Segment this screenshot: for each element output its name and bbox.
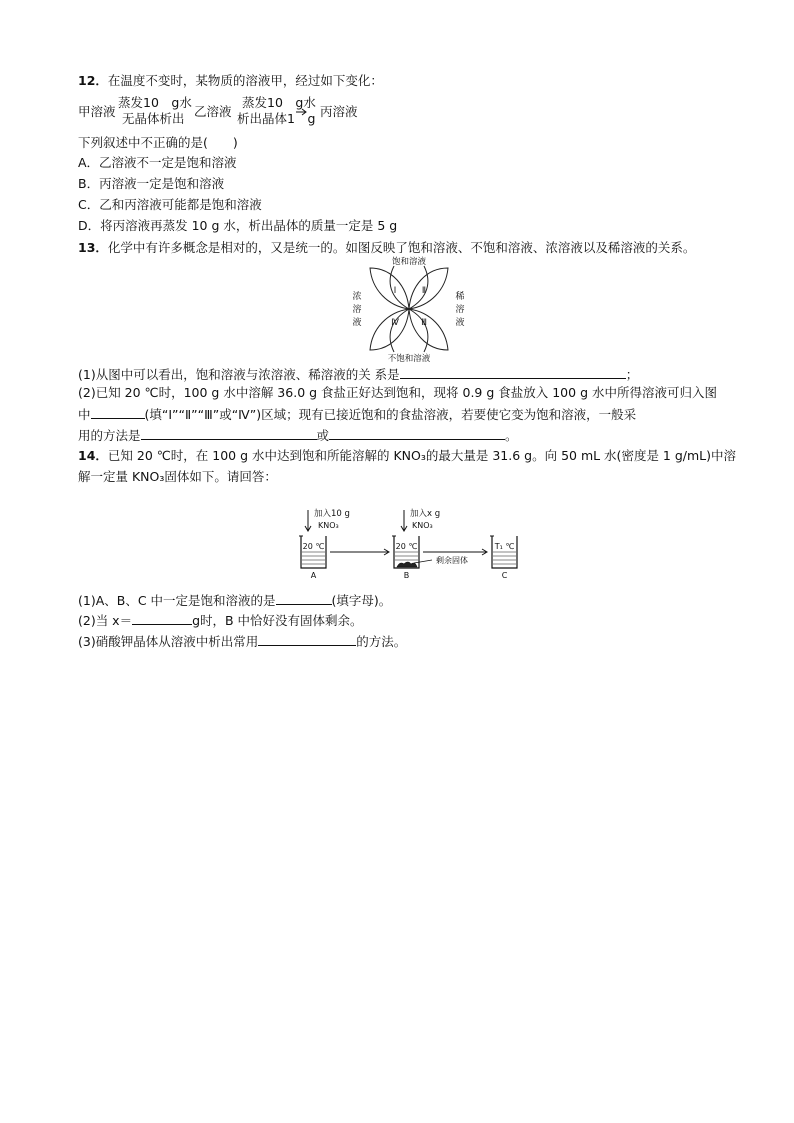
q14-sub2-answer-blank[interactable] (132, 612, 192, 625)
q12-option-b: B．丙溶液一定是饱和溶液 (78, 176, 225, 191)
q13-sub1-text: (1)从图中可以看出，饱和溶液与浓溶液、稀溶液的关 系是 (78, 367, 400, 382)
q12-flow-start: 甲溶液 (78, 104, 116, 119)
q12-option-c: C．乙和丙溶液可能都是饱和溶液 (78, 197, 262, 212)
q13-sub2-line2 (78, 406, 636, 423)
q14-sub2-end: g时，B 中恰好没有固体剩余。 (192, 613, 363, 628)
q14-sub3 (78, 633, 406, 650)
q12-stem: 在温度不变时，某物质的溶液甲，经过如下变化： (107, 73, 383, 88)
q14-sub3-end: 的方法。 (356, 634, 407, 649)
q13-sub1-end: ； (625, 367, 639, 382)
q13-region-i: Ⅰ (393, 286, 397, 296)
q13-diagram-left-char-3: 液 (352, 318, 362, 328)
q13-diagram-right-char-2: 溶 (455, 305, 465, 315)
q13-curve-bottom-right (409, 309, 428, 352)
q14-beaker-c-temp: T₁ ℃ (494, 542, 515, 551)
q12-stem-line (78, 73, 383, 89)
q12-prompt: 下列叙述中不正确的是( ) (78, 135, 238, 150)
q14-add2-line2: KNO₃ (412, 521, 433, 530)
q12-number: 12． (78, 73, 108, 88)
q14-sub2-text: (2)当 x＝ (78, 613, 133, 628)
q13-number: 13． (78, 240, 108, 255)
q14-stem-line1 (78, 448, 736, 464)
q13-sub2-method2-blank[interactable] (329, 427, 505, 440)
q13-petal-top-right (409, 268, 448, 309)
q13-diagram-right-char-1: 稀 (455, 292, 465, 302)
q14-label-b: B (403, 571, 410, 580)
q14-sub1 (78, 592, 391, 609)
q13-petal-bottom-right (409, 309, 448, 350)
q13-sub2-line2-rest: (填“Ⅰ”“Ⅱ”“Ⅲ”或“Ⅳ”)区域；现有已接近饱和的食盐溶液，若要使它变为饱和溶液，一般采 (144, 407, 637, 422)
q12-option-a: A．乙溶液不一定是饱和溶液 (78, 155, 237, 170)
q12-flow-step1-bottom: 无晶体析出 (122, 111, 185, 126)
q13-sub1 (78, 366, 638, 383)
q12-option-d: D．将丙溶液再蒸发 10 g 水，析出晶体的质量一定是 5 g (78, 218, 398, 233)
q13-sub1-answer-blank[interactable] (400, 366, 626, 379)
q13-sub2-method1-blank[interactable] (141, 427, 317, 440)
q12-flow-step2-bottom: 析出晶体1 g (237, 111, 316, 126)
q13-stem: 化学中有许多概念是相对的，又是统一的。如图反映了饱和溶液、不饱和溶液、浓溶液以及稀溶液的关系。 (107, 240, 696, 255)
q14-sub1-end: (填字母)。 (331, 593, 392, 608)
q13-region-iii: Ⅲ (421, 318, 427, 328)
q13-petal-bottom-left (370, 309, 409, 350)
q14-sub1-answer-blank[interactable] (276, 592, 332, 605)
q14-beaker-a (299, 536, 326, 568)
q13-region-iv: Ⅳ (391, 318, 399, 328)
q14-residue-pointer (414, 560, 432, 563)
q14-stem-line2: 解一定量 KNO₃固体如下。请回答： (78, 469, 277, 484)
q13-diagram-right-char-3: 液 (455, 318, 465, 328)
q13-concept-diagram (348, 254, 470, 364)
q13-diagram-top-label: 饱和溶液 (391, 257, 427, 267)
q14-number: 14． (78, 448, 108, 463)
q12-flow-step2-top: 蒸发10 g水 (242, 95, 316, 110)
q14-sub2 (78, 612, 363, 629)
q13-diagram-left-char-2: 溶 (352, 305, 362, 315)
q14-residue-label: 剩余固体 (436, 556, 468, 565)
q14-sub1-text: (1)A、B、C 中一定是饱和溶液的是 (78, 593, 276, 608)
q14-beaker-a-temp: 20 ℃ (302, 542, 325, 551)
q13-region-ii: Ⅱ (421, 286, 427, 296)
q13-sub2-line3-end: 。 (505, 428, 518, 443)
q14-stem-1: 已知 20 ℃时，在 100 g 水中达到饱和所能溶解的 KNO₃的最大量是 31.6 g。向 50 mL 水(密度是 1 g/mL)中溶 (107, 448, 737, 463)
q14-beaker-c (490, 536, 517, 568)
q12-flow-mid: 乙溶液 (194, 104, 232, 119)
q14-add1-line2: KNO₃ (318, 521, 339, 530)
q14-beaker-b-temp: 20 ℃ (395, 542, 418, 551)
q13-diagram-bottom-label: 不饱和溶液 (387, 354, 431, 364)
q12-flow-end: 丙溶液 (320, 104, 358, 119)
q13-sub2-line1: (2)已知 20 ℃时，100 g 水中溶解 36.0 g 食盐正好达到饱和，现将 0.9 g 食盐放入 100 g 水中所得溶液可归入图 (78, 385, 717, 400)
q13-sub2-line3 (78, 427, 518, 444)
q12-arrow-icon (296, 108, 308, 116)
q13-diagram-left-char-1: 浓 (352, 292, 362, 302)
q14-sub3-answer-blank[interactable] (258, 633, 356, 646)
q14-label-a: A (310, 571, 317, 580)
q13-sub2-line3-start: 用的方法是 (78, 428, 141, 443)
q12-flow-step1-top: 蒸发10 g水 (118, 95, 192, 110)
q13-sub2-line3-or: 或 (316, 428, 330, 443)
q14-add1-line1: 加入10 g (314, 509, 350, 519)
q13-curve-bottom-left (390, 309, 409, 352)
q14-experiment-diagram (296, 508, 536, 583)
q14-add2-line1: 加入x g (410, 509, 441, 519)
q14-sub3-text: (3)硝酸钾晶体从溶液中析出常用 (78, 634, 259, 649)
q14-beaker-b (392, 536, 419, 568)
q13-petal-top-left (370, 268, 409, 309)
q13-sub2-region-blank[interactable] (91, 406, 145, 419)
q13-sub2-line2-start: 中 (78, 407, 91, 422)
q14-label-c: C (501, 571, 508, 580)
